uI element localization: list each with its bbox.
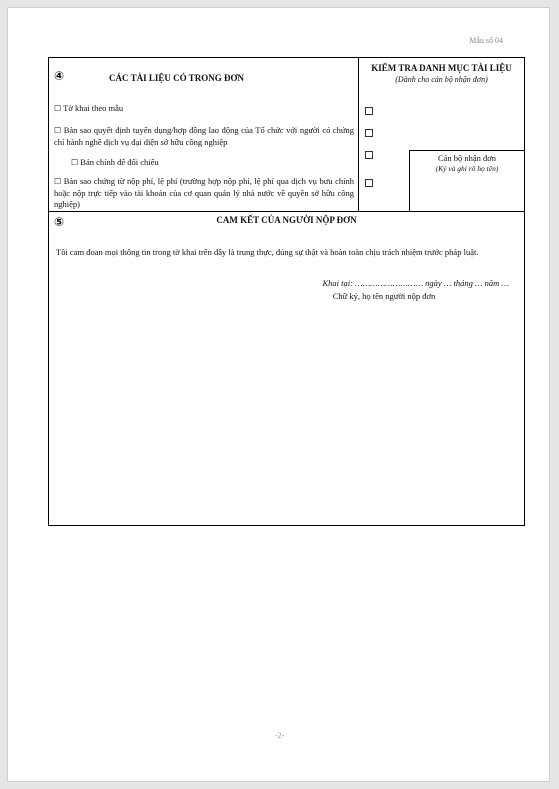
check-box-1[interactable] <box>365 107 373 115</box>
check-box-2[interactable] <box>365 129 373 137</box>
checkbox-icon: ☐ <box>71 158 79 167</box>
checklist-panel <box>359 58 524 211</box>
checkbox-icon: ☐ <box>54 126 62 135</box>
receiver-note: (Ký và ghi rõ họ tên) <box>435 164 499 173</box>
checklist-subtitle: (Dành cho cán bộ nhận đơn) <box>395 75 488 84</box>
document-item-label: Tờ khai theo mẫu <box>63 103 124 113</box>
document-item-original <box>71 157 351 169</box>
document-page <box>7 7 550 782</box>
place-date-line: Khai tại: ……………………… ngày … tháng … năm … <box>322 278 509 288</box>
signature-label: Chữ ký, họ tên người nộp đơn <box>332 291 436 301</box>
document-item-fee-receipt <box>54 176 354 211</box>
documents-list-panel <box>49 58 359 211</box>
page-number: -2- <box>274 731 285 740</box>
check-box-4[interactable] <box>365 179 373 187</box>
checkbox-icon: ☐ <box>54 104 62 113</box>
document-item-declaration <box>54 103 354 115</box>
section-documents <box>49 58 524 212</box>
check-box-3[interactable] <box>365 151 373 159</box>
section-4-number: ④ <box>54 69 65 83</box>
form-number: Mẫu số 04 <box>469 36 503 45</box>
document-item-label: Bản sao quyết định tuyển dụng/hợp đồng lao động của Tổ chức với người có chứng chỉ hành nghề dịch vụ đại diện sở hữu công nghiệp <box>54 125 354 147</box>
section-4-title: CÁC TÀI LIỆU CÓ TRONG ĐƠN <box>109 73 244 83</box>
checklist-title: KIỂM TRA DANH MỤC TÀI LIỆU <box>371 63 512 73</box>
section-5-number: ⑤ <box>54 215 65 229</box>
receiver-title: Cán bộ nhận đơn <box>437 153 497 163</box>
form-frame <box>48 57 525 526</box>
checkbox-icon: ☐ <box>54 177 62 186</box>
commitment-text: Tôi cam đoan mọi thông tin trong tờ khai trên đây là trung thực, đúng sự thật và hoàn toàn chịu trách nhiệm trước pháp luật. <box>56 247 479 257</box>
receiver-box <box>409 150 524 211</box>
document-item-employment-decision <box>54 125 354 148</box>
document-item-label: Bản sao chứng từ nộp phí, lệ phí (trường hợp nộp phí, lệ phí qua dịch vụ bưu chính hoặc nộp trực tiếp vào tài khoản của cơ quan quản lý nhà nước về quyền sở hữu công nghiệp) <box>54 176 355 209</box>
document-item-label: Bản chính để đối chiếu <box>80 157 159 167</box>
section-5-title: CAM KẾT CỦA NGƯỜI NỘP ĐƠN <box>216 215 357 225</box>
